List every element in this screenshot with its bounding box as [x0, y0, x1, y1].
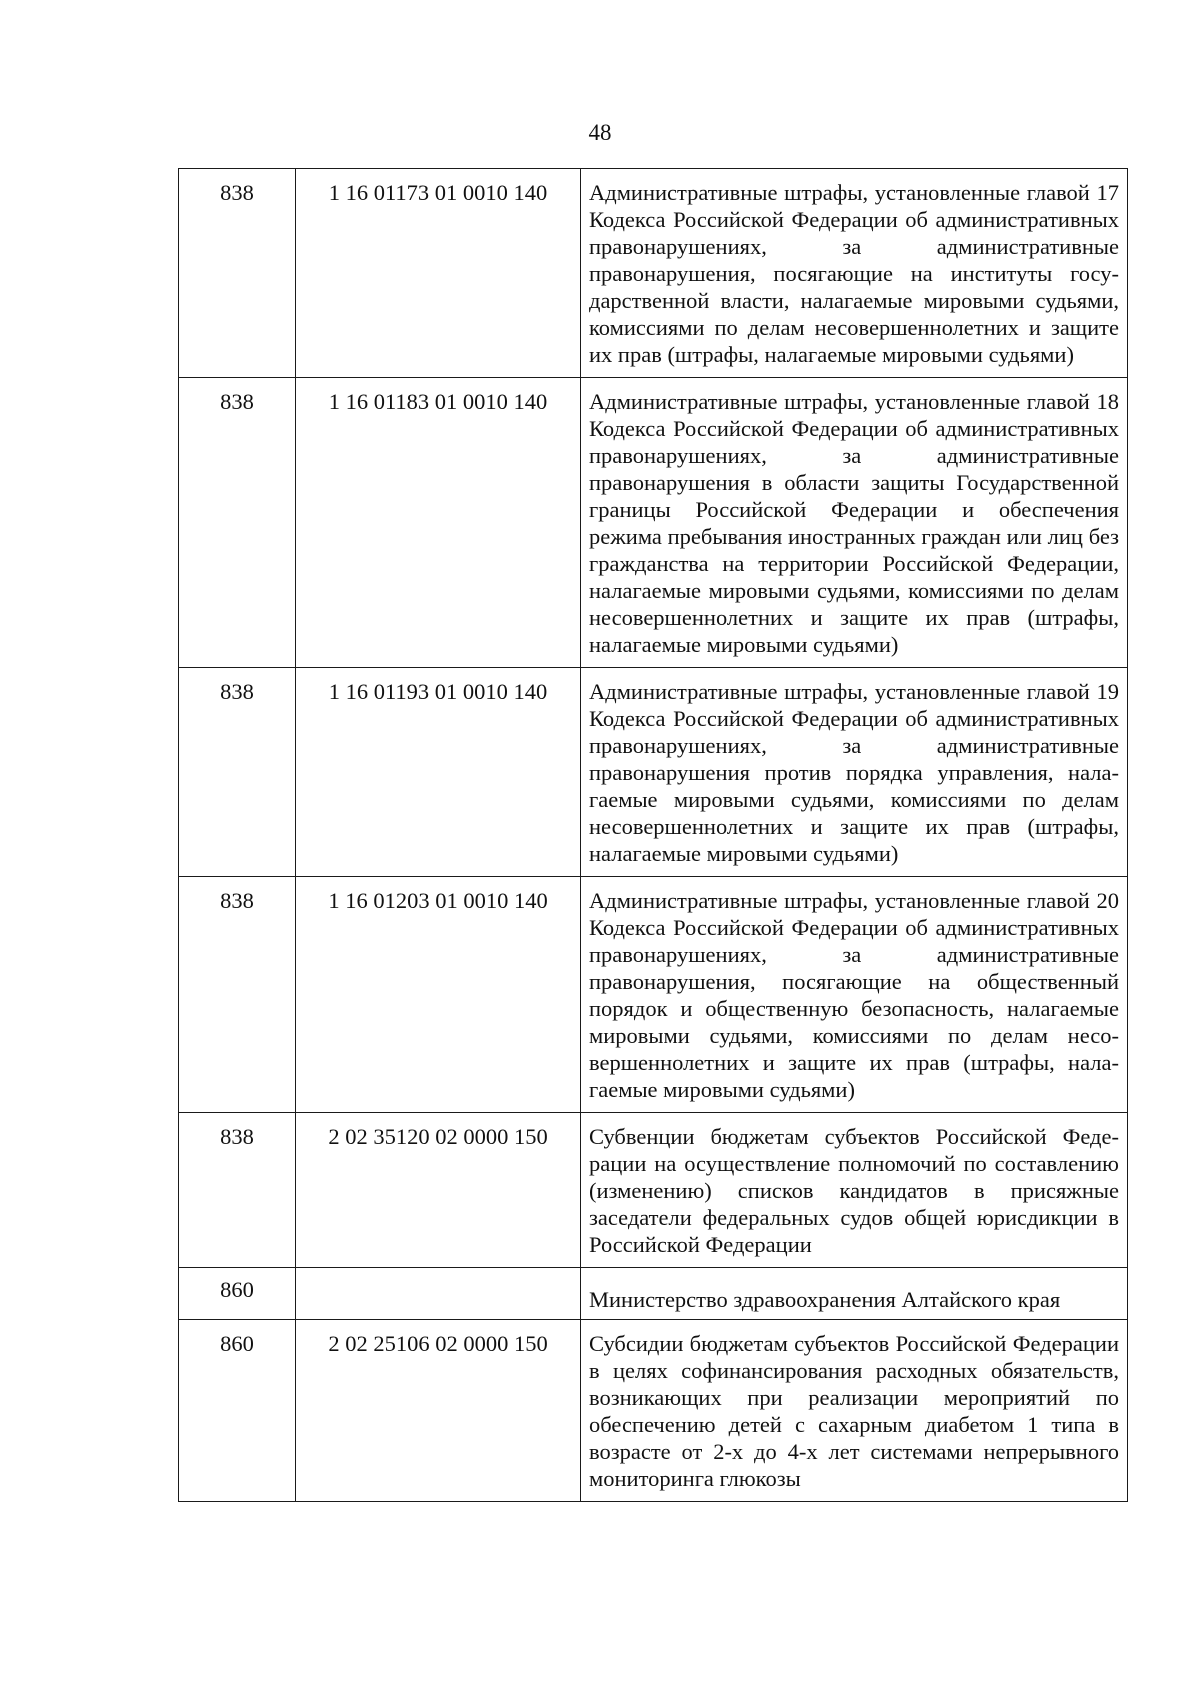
table-row [179, 169, 1128, 378]
revenue-code-cell: 2 02 35120 02 0000 150 [296, 1113, 581, 1268]
admin-code-cell: 838 [179, 169, 296, 378]
revenue-code-cell: 1 16 01203 01 0010 140 [296, 877, 581, 1113]
table-row [179, 378, 1128, 668]
revenue-code-cell [296, 1268, 581, 1320]
revenue-name-cell: Административные штрафы, установленные главой 18 Кодекса Российской Федерации об административных правонарушениях, за административные правонарушения в области защиты Государственной границы Российской Федерации и обеспечения режима пребывания иностранных граждан или лиц без гражданства на территории Российской Федерации, налагаемые мировыми судьями, комиссиями по делам несовершеннолетних и защите их прав (штрафы, налагаемые мировыми судьями) [581, 378, 1128, 668]
revenue-name-cell: Административные штрафы, установленные главой 20 Кодекса Российской Федерации об административных правонарушениях, за административные правонарушения, посягающие на общественный порядок и общественную безопасность, налагаемые мировыми судьями, комиссиями по делам несовершеннолетних и защите их прав (штрафы, налагаемые мировыми судьями) [581, 877, 1128, 1113]
ministry-name-cell: Министерство здравоохранения Алтайского края [581, 1268, 1128, 1320]
table-row-ministry-heading [179, 1268, 1128, 1320]
table-row [179, 1113, 1128, 1268]
table-row [179, 877, 1128, 1113]
revenue-name-cell: Административные штрафы, установленные главой 19 Кодекса Российской Федерации об административных правонарушениях, за административные правонарушения против порядка управления, налагаемые мировыми судьями, комиссиями по делам несовершеннолетних и защите их прав (штрафы, налагаемые мировыми судьями) [581, 668, 1128, 877]
revenue-code-cell: 2 02 25106 02 0000 150 [296, 1320, 581, 1502]
revenue-code-cell: 1 16 01173 01 0010 140 [296, 169, 581, 378]
revenue-name-cell: Субвенции бюджетам субъектов Российской Федерации на осуществление полномочий по составлению (изменению) списков кандидатов в присяжные заседатели федеральных судов общей юрисдикции в Российской Федерации [581, 1113, 1128, 1268]
admin-code-cell: 838 [179, 1113, 296, 1268]
admin-code-cell: 838 [179, 378, 296, 668]
page-number: 48 [588, 120, 612, 145]
revenue-name-cell: Субсидии бюджетам субъектов Российской Федерации в целях софинансирования расходных обязательств, возникающих при реализации мероприятий по обеспечению детей с сахарным диабетом 1 типа в возрасте от 2-х до 4-х лет системами непрерывного мониторинга глюкозы [581, 1320, 1128, 1502]
admin-code-cell: 860 [179, 1320, 296, 1502]
table-row [179, 1320, 1128, 1502]
admin-code-cell: 860 [179, 1268, 296, 1320]
admin-code-cell: 838 [179, 668, 296, 877]
revenue-name-cell: Административные штрафы, установленные главой 17 Кодекса Российской Федерации об административных правонарушениях, за административные правонарушения, посягающие на институты государственной власти, налагаемые мировыми судьями, комиссиями по делам несовершеннолетних и защите их прав (штрафы, налагаемые мировыми судьями) [581, 169, 1128, 378]
revenue-code-cell: 1 16 01193 01 0010 140 [296, 668, 581, 877]
revenue-codes-table [178, 168, 1128, 1502]
table-row [179, 668, 1128, 877]
admin-code-cell: 838 [179, 877, 296, 1113]
revenue-code-cell: 1 16 01183 01 0010 140 [296, 378, 581, 668]
